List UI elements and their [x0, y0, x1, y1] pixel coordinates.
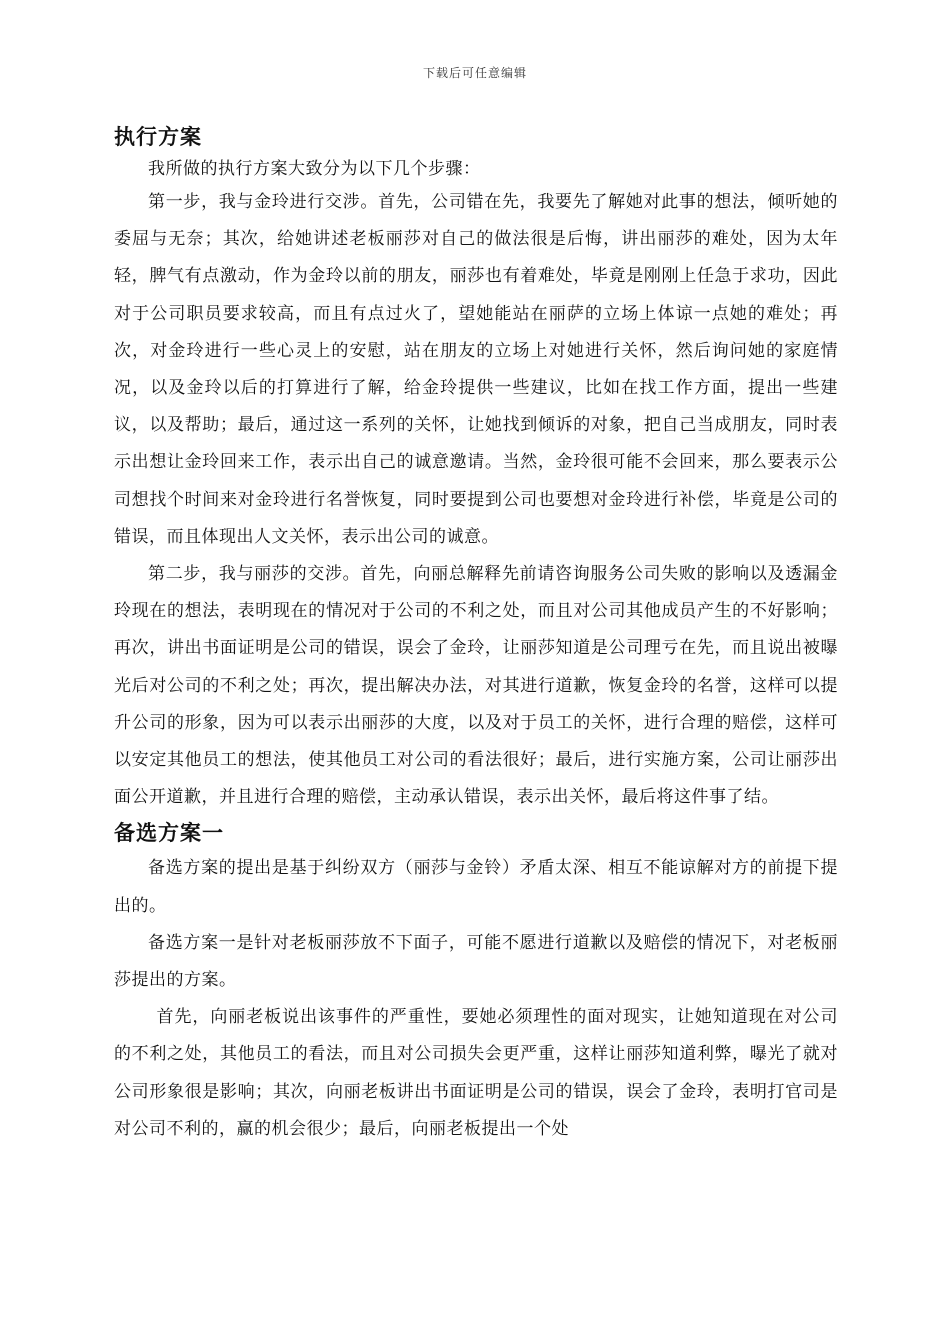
- exec-intro: 我所做的执行方案大致分为以下几个步骤：: [148, 159, 481, 179]
- exec-step2: 第二步，我与丽莎的交涉。首先，向丽总解释先前请咨询服务公司失败的影响以及透漏金玲现在的想法，表明现在的情况对于公司的不利之处，而且对公司其他成员产生的不好影响；再次，讲出书面证明是公司的错误，误会了金玲，让丽莎知道是公司理亏在先，而且说出被曝光后对公司的不利之处；再次，提出解决办法，对其进行道歉，恢复金玲的名誉，这样可以提升公司的形象，因为可以表示出丽莎的大度，以及对于员工的关怀，进行合理的赔偿，这样可以安定其他员工的想法，使其他员工对公司的看法很好；最后，进行实施方案，公司让丽莎出面公开道歉，并且进行合理的赔偿，主动承认错误，表示出关怀，最后将这件事了结。: [114, 564, 838, 808]
- page-header: 下载后可任意编辑: [422, 66, 527, 80]
- exec-step1: 第一步，我与金玲进行交涉。首先，公司错在先，我要先了解她对此事的想法，倾听她的委屈与无奈；其次，给她讲述老板丽莎对自己的做法很是后悔，讲出丽莎的难处，因为太年轻，脾气有点激动，作为金玲以前的朋友，丽莎也有着难处，毕竟是刚刚上任急于求功，因此对于公司职员要求较高，而且有点过火了，望她能站在丽萨的立场上体谅一点她的难处；再次，对金玲进行一些心灵上的安慰，站在朋友的立场上对她进行关怀，然后询问她的家庭情况，以及金玲以后的打算进行了解，给金玲提供一些建议，比如在找工作方面，提出一些建议，以及帮助；最后，通过这一系列的关怀，让她找到倾诉的对象，把自己当成朋友，同时表示出想让金玲回来工作，表示出自己的诚意邀请。当然，金玲很可能不会回来，那么要表示公司想找个时间来对金玲进行名誉恢复，同时要提到公司也要想对金玲进行补偿，毕竟是公司的错误，而且体现出人文关怀，表示出公司的诚意。: [114, 192, 838, 547]
- document-body: [114, 120, 838, 1148]
- alt1-para-3: 首先，向丽老板说出该事件的严重性，要她必须理性的面对现实，让她知道现在对公司的不利之处，其他员工的看法，而且对公司损失会更严重，这样让丽莎知道利弊，曝光了就对公司形象很是影响；其次，向丽老板讲出书面证明是公司的错误，误会了金玲，表明打官司是对公司不利的，赢的机会很少；最后，向丽老板提出一个处: [114, 1007, 838, 1139]
- section-title-exec: 执行方案: [114, 125, 202, 149]
- alt1-para-2: 备选方案一是针对老板丽莎放不下面子，可能不愿进行道歉以及赔偿的情况下，对老板丽莎提出的方案。: [114, 932, 838, 991]
- section-title-alt1: 备选方案一: [114, 821, 224, 846]
- alt1-para-1: 备选方案的提出是基于纠纷双方（丽莎与金铃）矛盾太深、相互不能谅解对方的前提下提出的。: [114, 858, 838, 916]
